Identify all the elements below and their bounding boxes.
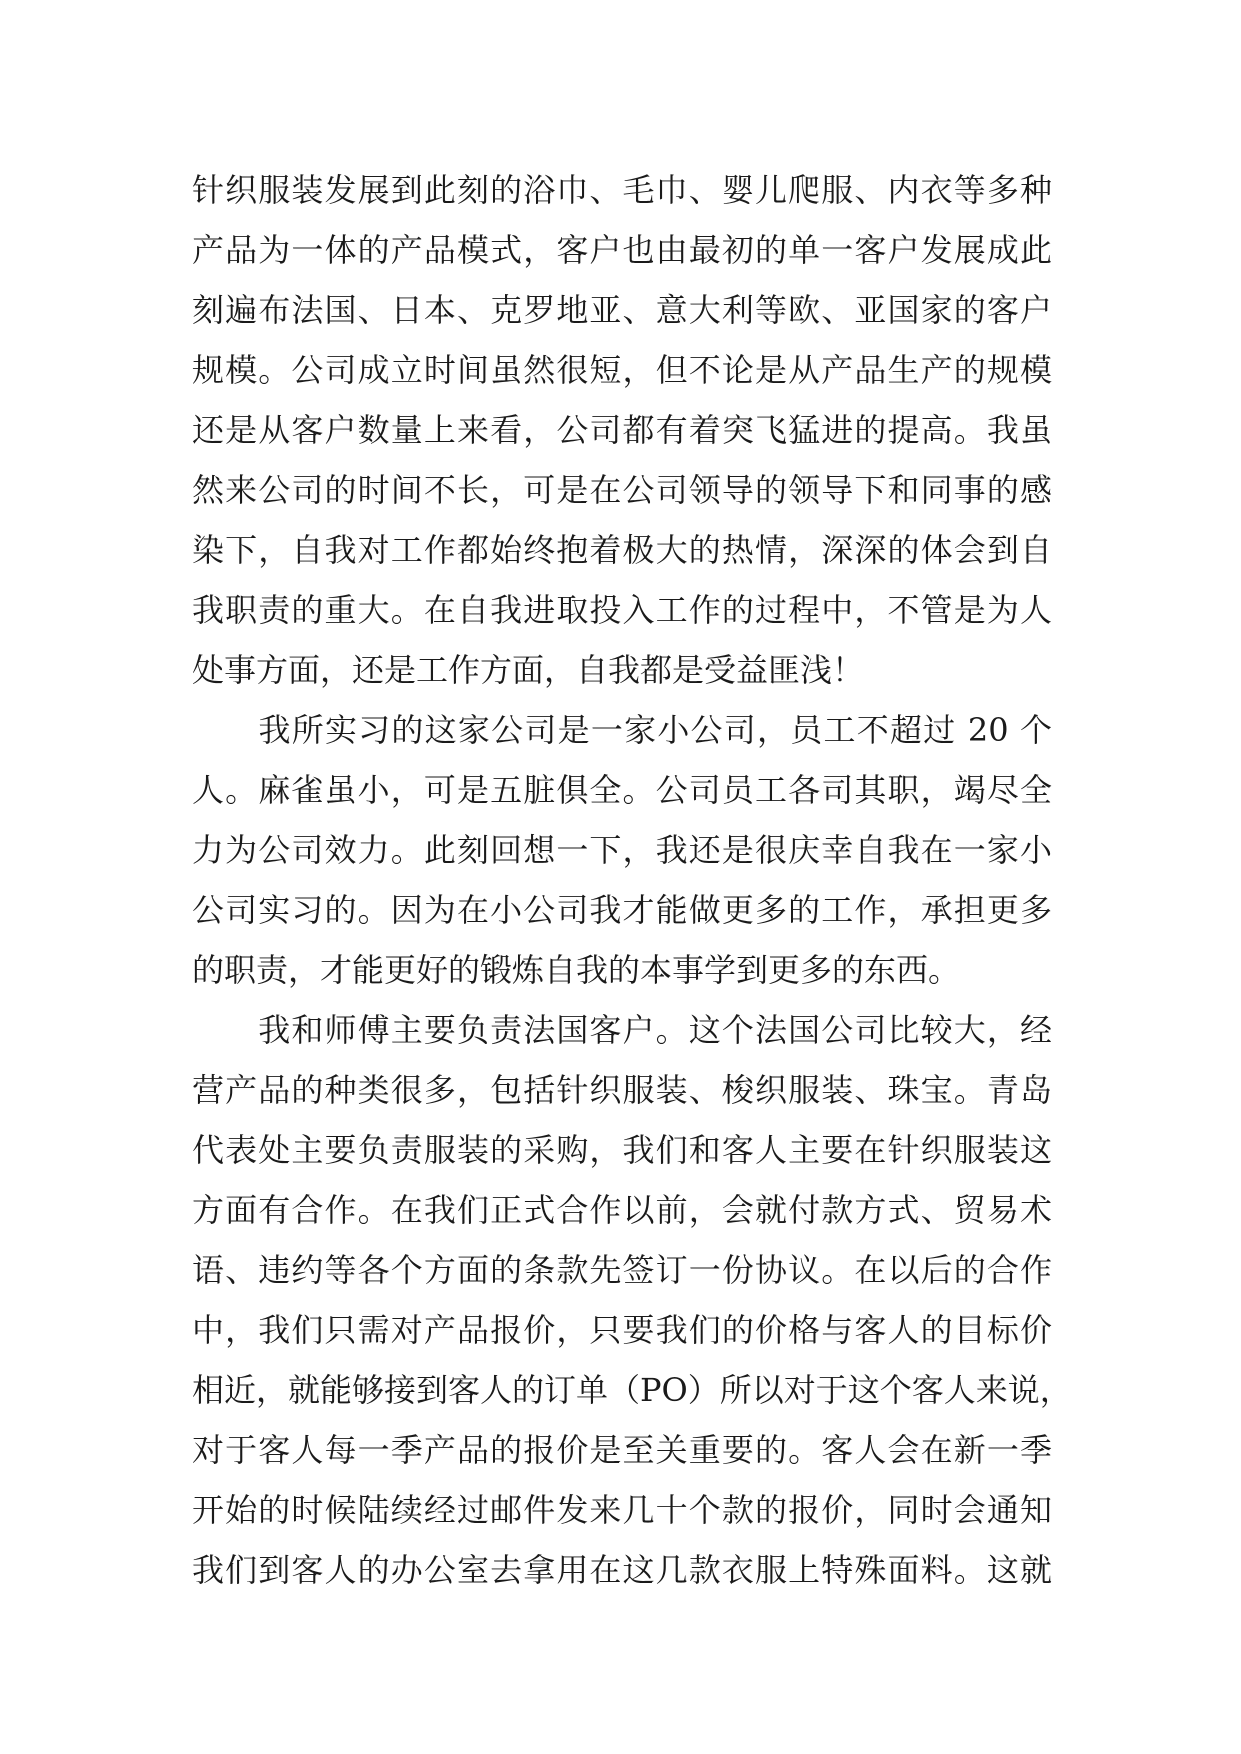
text-line: 产品为一体的产品模式，客户也由最初的单一客户发展成此 — [192, 231, 1052, 269]
text-line: 对于客人每一季产品的报价是至关重要的。客人会在新一季 — [192, 1431, 1052, 1469]
text-line: 开始的时候陆续经过邮件发来几十个款的报价，同时会通知 — [192, 1491, 1052, 1529]
text-line: 公司实习的。因为在小公司我才能做更多的工作，承担更多 — [192, 891, 1052, 929]
text-line: 人。麻雀虽小，可是五脏俱全。公司员工各司其职，竭尽全 — [192, 771, 1052, 809]
paragraph-start-line: 我和师傅主要负责法国客户。这个法国公司比较大，经 — [192, 1011, 1052, 1049]
paragraph-start-line: 我所实习的这家公司是一家小公司，员工不超过 20 个 — [192, 711, 1052, 749]
text-line: 我职责的重大。在自我进取投入工作的过程中，不管是为人 — [192, 591, 1052, 629]
text-line: 力为公司效力。此刻回想一下，我还是很庆幸自我在一家小 — [192, 831, 1052, 869]
text-line: 针织服装发展到此刻的浴巾、毛巾、婴儿爬服、内衣等多种 — [192, 171, 1052, 209]
text-line: 我们到客人的办公室去拿用在这几款衣服上特殊面料。这就 — [192, 1551, 1052, 1589]
text-line: 相近，就能够接到客人的订单（PO）所以对于这个客人来说， — [192, 1371, 1072, 1409]
text-line: 方面有合作。在我们正式合作以前，会就付款方式、贸易术 — [192, 1191, 1052, 1229]
body-text — [192, 160, 1072, 1600]
text-line: 刻遍布法国、日本、克罗地亚、意大利等欧、亚国家的客户 — [192, 291, 1052, 329]
text-line: 代表处主要负责服装的采购，我们和客人主要在针织服装这 — [192, 1131, 1052, 1169]
text-line: 然来公司的时间不长，可是在公司领导的领导下和同事的感 — [192, 471, 1052, 509]
text-line: 染下，自我对工作都始终抱着极大的热情，深深的体会到自 — [192, 531, 1052, 569]
text-line: 中，我们只需对产品报价，只要我们的价格与客人的目标价 — [192, 1311, 1052, 1349]
text-line: 语、违约等各个方面的条款先签订一份协议。在以后的合作 — [192, 1251, 1052, 1289]
paragraph-end-line: 处事方面，还是工作方面，自我都是受益匪浅！ — [192, 651, 865, 689]
text-line: 营产品的种类很多，包括针织服装、梭织服装、珠宝。青岛 — [192, 1071, 1052, 1109]
text-line: 还是从客户数量上来看，公司都有着突飞猛进的提高。我虽 — [192, 411, 1052, 449]
text-line: 规模。公司成立时间虽然很短，但不论是从产品生产的规模 — [192, 351, 1052, 389]
paragraph-end-line: 的职责，才能更好的锻炼自我的本事学到更多的东西。 — [192, 951, 961, 989]
